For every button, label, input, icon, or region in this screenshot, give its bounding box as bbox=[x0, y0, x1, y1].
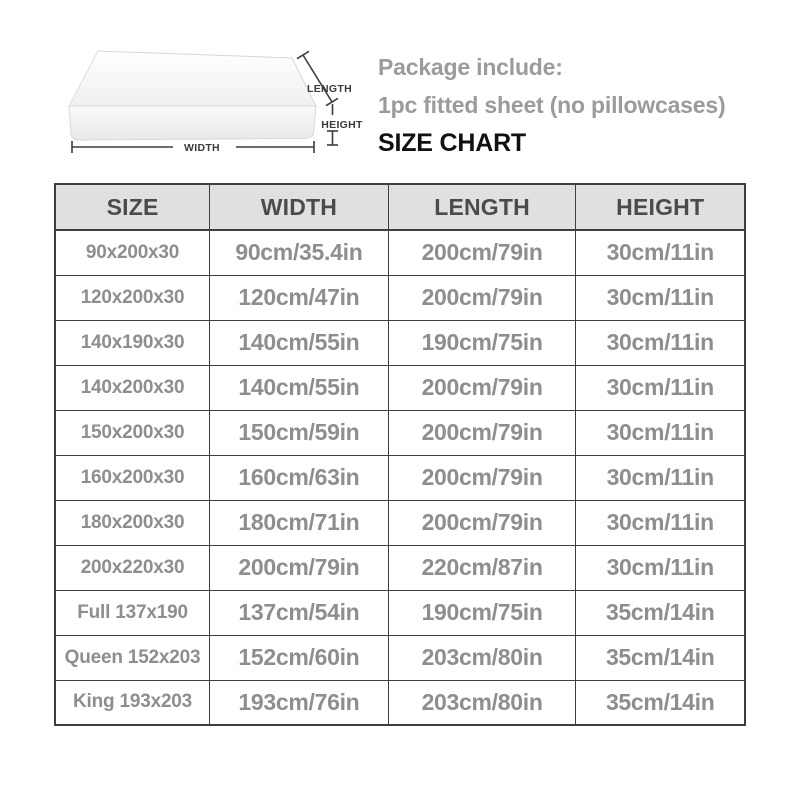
table-row bbox=[55, 500, 745, 545]
size-table bbox=[54, 183, 746, 726]
dimension-cell: 180cm/71in bbox=[210, 500, 389, 545]
table-row bbox=[55, 275, 745, 320]
dimension-cell: 200cm/79in bbox=[388, 410, 576, 455]
dimension-cell: 120cm/47in bbox=[210, 275, 389, 320]
size-cell: 180x200x30 bbox=[55, 500, 210, 545]
dimension-cell: 160cm/63in bbox=[210, 455, 389, 500]
table-row bbox=[55, 320, 745, 365]
dimension-cell: 190cm/75in bbox=[388, 590, 576, 635]
dimension-cell: 200cm/79in bbox=[388, 500, 576, 545]
column-header-length: LENGTH bbox=[388, 184, 576, 230]
dimension-cell: 30cm/11in bbox=[576, 500, 745, 545]
package-include-line: Package include: bbox=[378, 54, 563, 80]
table-row bbox=[55, 545, 745, 590]
size-cell: 120x200x30 bbox=[55, 275, 210, 320]
dimension-cell: 200cm/79in bbox=[388, 455, 576, 500]
size-cell: 200x220x30 bbox=[55, 545, 210, 590]
width-label: WIDTH bbox=[184, 142, 220, 154]
dimension-cell: 200cm/79in bbox=[388, 365, 576, 410]
package-contents-line: 1pc fitted sheet (no pillowcases) bbox=[378, 92, 726, 118]
dimension-cell: 140cm/55in bbox=[210, 365, 389, 410]
dimension-cell: 200cm/79in bbox=[210, 545, 389, 590]
dimension-cell: 30cm/11in bbox=[576, 455, 745, 500]
column-header-width: WIDTH bbox=[210, 184, 389, 230]
dimension-cell: 140cm/55in bbox=[210, 320, 389, 365]
height-label: HEIGHT bbox=[321, 119, 363, 131]
size-chart-table-wrap bbox=[54, 183, 746, 726]
table-row bbox=[55, 680, 745, 725]
column-header-size: SIZE bbox=[55, 184, 210, 230]
dimension-cell: 203cm/80in bbox=[388, 680, 576, 725]
size-cell: King 193x203 bbox=[55, 680, 210, 725]
table-row bbox=[55, 230, 745, 275]
dimension-cell: 193cm/76in bbox=[210, 680, 389, 725]
size-cell: 140x190x30 bbox=[55, 320, 210, 365]
size-cell: 90x200x30 bbox=[55, 230, 210, 275]
column-header-height: HEIGHT bbox=[576, 184, 745, 230]
package-info bbox=[378, 48, 778, 163]
dimension-cell: 30cm/11in bbox=[576, 275, 745, 320]
length-label: LENGTH bbox=[307, 83, 352, 95]
dimension-cell: 35cm/14in bbox=[576, 680, 745, 725]
size-cell: Full 137x190 bbox=[55, 590, 210, 635]
dimension-cell: 30cm/11in bbox=[576, 545, 745, 590]
dimension-cell: 35cm/14in bbox=[576, 590, 745, 635]
dimension-cell: 200cm/79in bbox=[388, 275, 576, 320]
dimension-cell: 35cm/14in bbox=[576, 635, 745, 680]
dimension-cell: 30cm/11in bbox=[576, 230, 745, 275]
table-row bbox=[55, 590, 745, 635]
table-header-row bbox=[55, 184, 745, 230]
height-dimension-line bbox=[327, 131, 338, 145]
table-row bbox=[55, 635, 745, 680]
size-cell: 140x200x30 bbox=[55, 365, 210, 410]
table-row bbox=[55, 365, 745, 410]
table-row bbox=[55, 455, 745, 500]
dimension-cell: 203cm/80in bbox=[388, 635, 576, 680]
size-cell: Queen 152x203 bbox=[55, 635, 210, 680]
dimension-cell: 90cm/35.4in bbox=[210, 230, 389, 275]
dimension-cell: 152cm/60in bbox=[210, 635, 389, 680]
dimension-cell: 150cm/59in bbox=[210, 410, 389, 455]
mattress-illustration bbox=[50, 38, 370, 170]
dimension-cell: 137cm/54in bbox=[210, 590, 389, 635]
mattress-diagram bbox=[50, 38, 370, 170]
size-cell: 150x200x30 bbox=[55, 410, 210, 455]
mattress-shape bbox=[69, 51, 316, 140]
dimension-cell: 30cm/11in bbox=[576, 320, 745, 365]
dimension-cell: 30cm/11in bbox=[576, 410, 745, 455]
dimension-cell: 200cm/79in bbox=[388, 230, 576, 275]
dimension-cell: 30cm/11in bbox=[576, 365, 745, 410]
size-chart-title: SIZE CHART bbox=[378, 129, 527, 157]
table-row bbox=[55, 410, 745, 455]
dimension-cell: 190cm/75in bbox=[388, 320, 576, 365]
size-cell: 160x200x30 bbox=[55, 455, 210, 500]
dimension-cell: 220cm/87in bbox=[388, 545, 576, 590]
